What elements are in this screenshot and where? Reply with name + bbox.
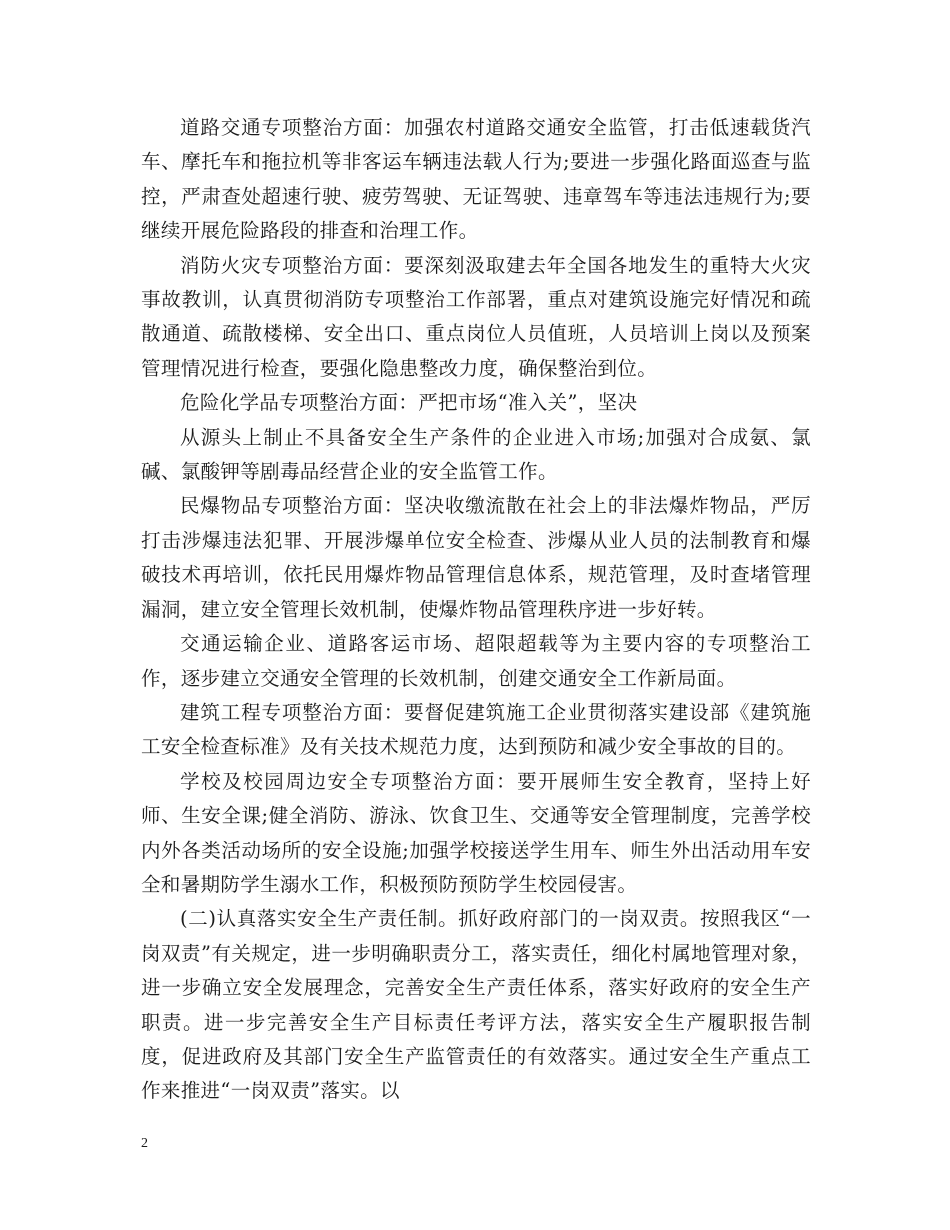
paragraph-fire-safety: 消防火灾专项整治方面：要深刻汲取建去年全国各地发生的重特大火灾事故教训，认真贯彻消防专项整治工作部署，重点对建筑设施完好情况和疏散通道、疏散楼梯、安全出口、重点岗位人员值班，人员培训上岗以及预案管理情况进行检查，要强化隐患整改力度，确保整治到位。	[141, 253, 811, 380]
paragraph-source-control: 从源头上制止不具备安全生产条件的企业进入市场;加强对合成氨、氯碱、氯酸钾等剧毒品经营企业的安全监管工作。	[141, 425, 811, 484]
document-body	[141, 111, 811, 1109]
paragraph-transport-enterprises: 交通运输企业、道路客运市场、超限超载等为主要内容的专项整治工作，逐步建立交通安全管理的长效机制，创建交通安全工作新局面。	[141, 632, 811, 690]
paragraph-construction: 建筑工程专项整治方面：要督促建筑施工企业贯彻落实建设部《建筑施工安全检查标准》及有关技术规范力度，达到预防和减少安全事故的目的。	[141, 700, 811, 759]
paragraph-road-traffic: 道路交通专项整治方面：加强农村道路交通安全监管，打击低速载货汽车、摩托车和拖拉机等非客运车辆违法载人行为;要进一步强化路面巡查与监控，严肃查处超速行驶、疲劳驾驶、无证驾驶、违章驾车等违法违规行为;要继续开展危险路段的排查和治理工作。	[141, 116, 811, 243]
paragraph-school-safety: 学校及校园周边安全专项整治方面：要开展师生安全教育，坚持上好师、生安全课;健全消防、游泳、饮食卫生、交通等安全管理制度，完善学校内外各类活动场所的安全设施;加强学校接送学生用车、师生外出活动用车安全和暑期防学生溺水工作，积极预防预防学生校园侵害。	[141, 769, 811, 896]
page-number: 2	[141, 1136, 148, 1151]
paragraph-hazardous-chemicals: 危险化学品专项整治方面：严把市场“准入关”，坚决	[180, 391, 638, 415]
paragraph-responsibility-system: (二)认真落实安全生产责任制。抓好政府部门的一岗双责。按照我区“一岗双责”有关规定，进一步明确职责分工，落实责任，细化村属地管理对象，进一步确立安全发展理念，完善安全生产责任体系，落实好政府的安全生产职责。进一步完善安全生产目标责任考评方法，落实安全生产履职报告制度，促进政府及其部门安全生产监管责任的有效落实。通过安全生产重点工作来推进“一岗双责”落实。以	[141, 907, 811, 1103]
paragraph-civil-explosives: 民爆物品专项整治方面：坚决收缴流散在社会上的非法爆炸物品，严厉打击涉爆违法犯罪、开展涉爆单位安全检查、涉爆从业人员的法制教育和爆破技术再培训，依托民用爆炸物品管理信息体系，规范管理，及时查堵管理漏洞，建立安全管理长效机制，使爆炸物品管理秩序进一步好转。	[141, 494, 811, 621]
